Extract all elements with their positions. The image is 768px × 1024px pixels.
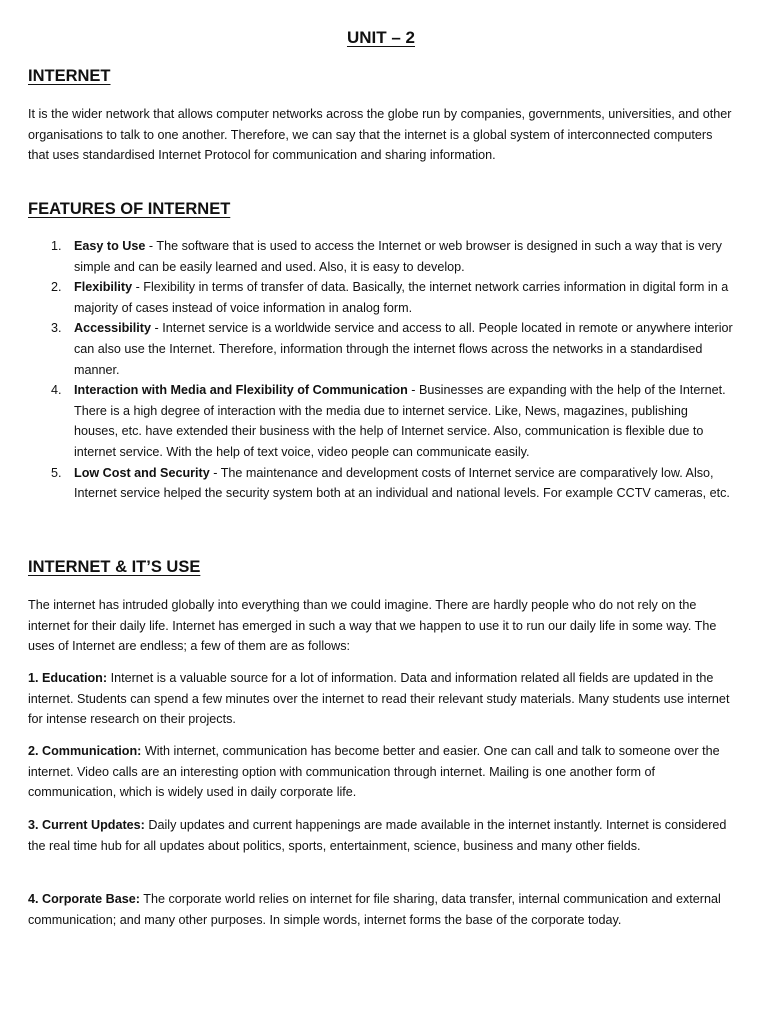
feature-item	[28, 236, 734, 277]
section-heading-internet-use: INTERNET & IT’S USE	[28, 558, 201, 576]
internet-use-intro: The internet has intruded globally into everything than we could imagine. There are hardly people who do not rely on the internet for their daily life. Internet has emerged in such a way that we happen to use it to run our daily life in some way. The uses of Internet are endless; a few of them are as follows:	[28, 598, 717, 654]
section-heading-features: FEATURES OF INTERNET	[28, 200, 231, 218]
internet-definition-paragraph: It is the wider network that allows computer networks across the globe run by companies, governments, universities, and other organisations to talk to one another. Therefore, we can say that the internet is a global system of interconnected computers that uses standardised Internet Protocol for communication and sharing information.	[28, 107, 732, 163]
use-term: 1. Education:	[28, 671, 108, 685]
feature-item	[28, 277, 734, 318]
feature-item	[28, 463, 734, 504]
use-text: Daily updates and current happenings are made available in the internet instantly. Internet is considered the real time hub for all updates about politics, sports, entertainment, science, business and many other fields.	[28, 818, 727, 853]
feature-text: - Internet service is a worldwide service and access to all. People located in remote or anywhere interior can also use the Internet. Therefore, information through the internet flows across the networks in a standardised manner.	[74, 321, 733, 377]
feature-text: - The software that is used to access the Internet or web browser is designed in such a way that is very simple and can be easily learned and used. Also, it is easy to develop.	[74, 239, 722, 274]
use-term: 4. Corporate Base:	[28, 892, 140, 906]
use-term: 3. Current Updates:	[28, 818, 145, 832]
use-paragraph-current-updates	[28, 815, 734, 856]
feature-term: Accessibility	[74, 321, 152, 336]
unit-title: UNIT – 2	[346, 28, 416, 47]
feature-number: 4.	[51, 383, 62, 398]
feature-item	[28, 318, 734, 380]
feature-number: 5.	[51, 465, 62, 480]
use-term: 2. Communication:	[28, 744, 142, 758]
feature-text: - The maintenance and development costs of Internet service are comparatively low. Also, Internet service helped the security system both at an individual and national levels. For example CCTV cameras, etc.	[74, 465, 730, 501]
features-list	[28, 236, 734, 504]
use-paragraph-communication	[28, 741, 734, 803]
feature-number: 1.	[51, 239, 62, 253]
feature-term: Flexibility	[74, 280, 133, 295]
section-heading-internet: INTERNET	[28, 67, 111, 85]
use-paragraph-education	[28, 668, 734, 730]
feature-text: - Businesses are expanding with the help of the Internet. There is a high degree of interaction with the media due to internet service. Like, News, magazines, publishing houses, etc. have extended their business with the help of Internet service. Also, communication is flexible due to internet service. With the help of text voice, video people can communicate easily.	[74, 383, 726, 459]
feature-term: Easy to Use	[74, 239, 146, 253]
use-text: The corporate world relies on internet for file sharing, data transfer, internal communication and external communication; and many other purposes. In simple words, internet forms the base of the corporate today.	[28, 892, 721, 927]
use-text: With internet, communication has become better and easier. One can call and talk to someone over the internet. Video calls are an interesting option with communication through internet. Mailing is one another form of communication, which is widely used in daily corporate life.	[28, 744, 720, 800]
feature-term: Low Cost and Security	[74, 465, 210, 480]
feature-text: - Flexibility in terms of transfer of data. Basically, the internet network carries information in digital form in a majority of cases instead of voice information in analog form.	[74, 280, 729, 315]
feature-term: Interaction with Media and Flexibility of Communication	[74, 383, 408, 398]
use-text: Internet is a valuable source for a lot of information. Data and information related all fields are updated in the internet. Students can spend a few minutes over the internet to read their relevant study materials. Many students use internet for intense research on their projects.	[28, 671, 730, 727]
feature-number: 3.	[51, 321, 62, 336]
feature-number: 2.	[51, 280, 62, 295]
feature-item	[28, 380, 734, 462]
use-paragraph-corporate-base	[28, 889, 734, 930]
